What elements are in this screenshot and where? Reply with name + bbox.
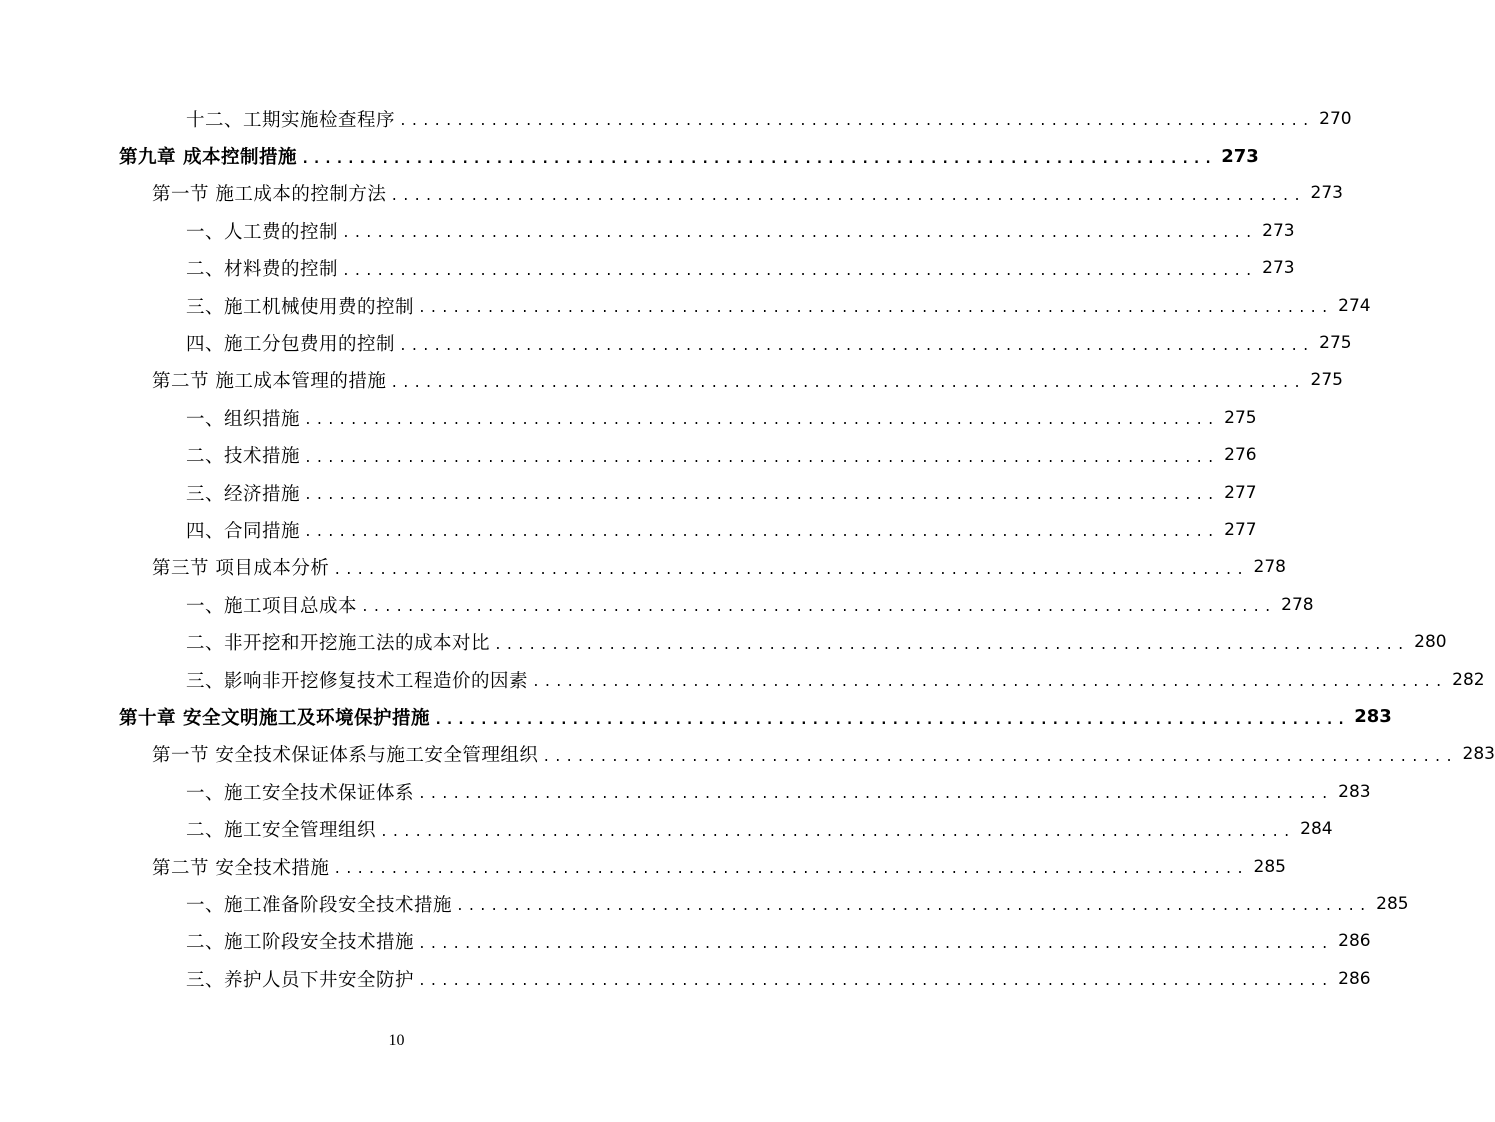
toc-entry-title: 二、施工安全管理组织	[186, 820, 377, 842]
toc-entry-page-number: 285	[1253, 856, 1286, 877]
toc-entry-title: 第十章 安全文明施工及环境保护措施	[119, 707, 430, 729]
toc-entry-title: 一、组织措施	[186, 408, 301, 430]
toc-entry-title: 三、影响非开挖修复技术工程造价的因素	[186, 670, 529, 692]
toc-entry-title: 三、施工机械使用费的控制	[186, 296, 415, 318]
toc-entry-page-number: 275	[1224, 407, 1257, 428]
table-of-contents	[0, 100, 1495, 997]
toc-subsection-entry[interactable]	[0, 399, 1257, 436]
toc-section-entry[interactable]	[0, 175, 1343, 212]
toc-entry-title: 一、人工费的控制	[186, 221, 339, 243]
toc-entry-page-number: 286	[1338, 931, 1371, 952]
toc-dot-leader: ................................................................................	[304, 488, 1219, 504]
toc-section-entry[interactable]	[0, 549, 1286, 586]
toc-subsection-entry[interactable]	[0, 511, 1257, 548]
toc-entry-title: 一、施工项目总成本	[186, 595, 358, 617]
toc-subsection-entry[interactable]	[0, 212, 1295, 249]
toc-entry-page-number: 273	[1262, 220, 1295, 241]
toc-entry-page-number: 283	[1354, 706, 1392, 728]
toc-subsection-entry[interactable]	[0, 324, 1352, 361]
toc-entry-title: 三、经济措施	[186, 483, 301, 505]
toc-dot-leader: ................................................................................	[333, 862, 1248, 877]
toc-subsection-entry[interactable]	[0, 923, 1371, 960]
toc-subsection-entry[interactable]	[0, 810, 1333, 847]
toc-entry-title: 第二节 施工成本管理的措施	[152, 371, 387, 393]
toc-entry-page-number: 275	[1319, 333, 1352, 354]
toc-section-entry[interactable]	[0, 736, 1495, 773]
toc-entry-title: 二、材料费的控制	[186, 259, 339, 281]
toc-entry-title: 十二、工期实施检查程序	[186, 109, 396, 131]
toc-entry-title: 二、非开挖和开挖施工法的成本对比	[186, 633, 491, 655]
toc-entry-title: 一、施工安全技术保证体系	[186, 782, 415, 804]
toc-entry-title: 三、养护人员下井安全防护	[186, 969, 415, 991]
toc-entry-page-number: 276	[1224, 445, 1257, 466]
toc-entry-title: 第九章 成本控制措施	[119, 147, 297, 169]
toc-dot-leader: ................................................................................	[418, 301, 1333, 317]
toc-dot-leader: ................................................................................	[300, 151, 1216, 168]
toc-entry-page-number: 273	[1262, 258, 1295, 279]
toc-dot-leader: ................................................................................	[361, 600, 1276, 616]
toc-entry-page-number: 270	[1319, 108, 1352, 129]
toc-entry-title: 二、技术措施	[186, 446, 301, 468]
toc-entry-page-number: 275	[1310, 370, 1343, 391]
toc-dot-leader: ................................................................................	[342, 226, 1257, 242]
toc-entry-title: 二、施工阶段安全技术措施	[186, 932, 415, 954]
toc-dot-leader: ................................................................................	[456, 899, 1371, 915]
toc-dot-leader: ................................................................................	[418, 974, 1333, 990]
toc-subsection-entry[interactable]	[0, 100, 1352, 137]
toc-dot-leader: ................................................................................	[390, 375, 1305, 391]
toc-entry-page-number: 274	[1338, 295, 1371, 316]
toc-dot-leader: ................................................................................	[390, 188, 1305, 204]
toc-dot-leader: ................................................................................	[304, 413, 1219, 429]
toc-entry-title: 一、施工准备阶段安全技术措施	[186, 894, 453, 916]
toc-entry-page-number: 282	[1452, 669, 1485, 690]
toc-section-entry[interactable]	[0, 848, 1286, 885]
toc-dot-leader: ................................................................................	[532, 675, 1447, 691]
toc-dot-leader: ................................................................................	[399, 338, 1314, 354]
toc-entry-title: 第三节 项目成本分析	[152, 558, 330, 580]
toc-subsection-entry[interactable]	[0, 474, 1257, 511]
toc-subsection-entry[interactable]	[0, 250, 1295, 287]
toc-subsection-entry[interactable]	[0, 287, 1371, 324]
toc-entry-title: 第一节 安全技术保证体系与施工安全管理组织	[152, 745, 539, 767]
toc-dot-leader: ................................................................................	[433, 711, 1349, 728]
toc-dot-leader: ................................................................................	[342, 263, 1257, 279]
toc-dot-leader: ................................................................................	[304, 450, 1219, 466]
toc-dot-leader: ................................................................................	[304, 525, 1219, 541]
toc-dot-leader: ................................................................................	[418, 936, 1333, 952]
toc-entry-page-number: 284	[1300, 819, 1333, 840]
toc-chapter-entry[interactable]	[0, 698, 1392, 735]
toc-section-entry[interactable]	[0, 362, 1343, 399]
toc-entry-title: 四、施工分包费用的控制	[186, 334, 396, 356]
toc-entry-page-number: 283	[1462, 744, 1495, 765]
toc-dot-leader: ................................................................................	[333, 562, 1248, 578]
toc-entry-page-number: 277	[1224, 482, 1257, 503]
toc-entry-page-number: 273	[1221, 145, 1259, 167]
toc-chapter-entry[interactable]	[0, 137, 1259, 174]
toc-dot-leader: ................................................................................	[399, 114, 1314, 130]
toc-subsection-entry[interactable]	[0, 960, 1371, 997]
toc-entry-title: 第二节 安全技术措施	[152, 857, 330, 879]
toc-subsection-entry[interactable]	[0, 773, 1371, 810]
toc-dot-leader: ................................................................................	[494, 637, 1409, 653]
toc-subsection-entry[interactable]	[0, 437, 1257, 474]
toc-entry-title: 第一节 施工成本的控制方法	[152, 184, 387, 206]
toc-subsection-entry[interactable]	[0, 885, 1409, 922]
toc-entry-page-number: 283	[1338, 781, 1371, 802]
toc-dot-leader: ................................................................................	[418, 787, 1333, 803]
toc-entry-page-number: 285	[1376, 893, 1409, 914]
toc-entry-page-number: 273	[1310, 183, 1343, 204]
toc-subsection-entry[interactable]	[0, 623, 1447, 660]
toc-entry-page-number: 286	[1338, 968, 1371, 989]
toc-entry-page-number: 277	[1224, 519, 1257, 540]
toc-subsection-entry[interactable]	[0, 586, 1314, 623]
toc-entry-page-number: 278	[1253, 557, 1286, 578]
page-number: 10	[388, 1032, 405, 1049]
toc-entry-page-number: 280	[1414, 632, 1447, 653]
toc-dot-leader: ................................................................................	[380, 824, 1295, 840]
toc-subsection-entry[interactable]	[0, 661, 1485, 698]
toc-dot-leader: ................................................................................	[542, 749, 1457, 765]
toc-entry-page-number: 278	[1281, 594, 1314, 615]
toc-entry-title: 四、合同措施	[186, 520, 301, 542]
